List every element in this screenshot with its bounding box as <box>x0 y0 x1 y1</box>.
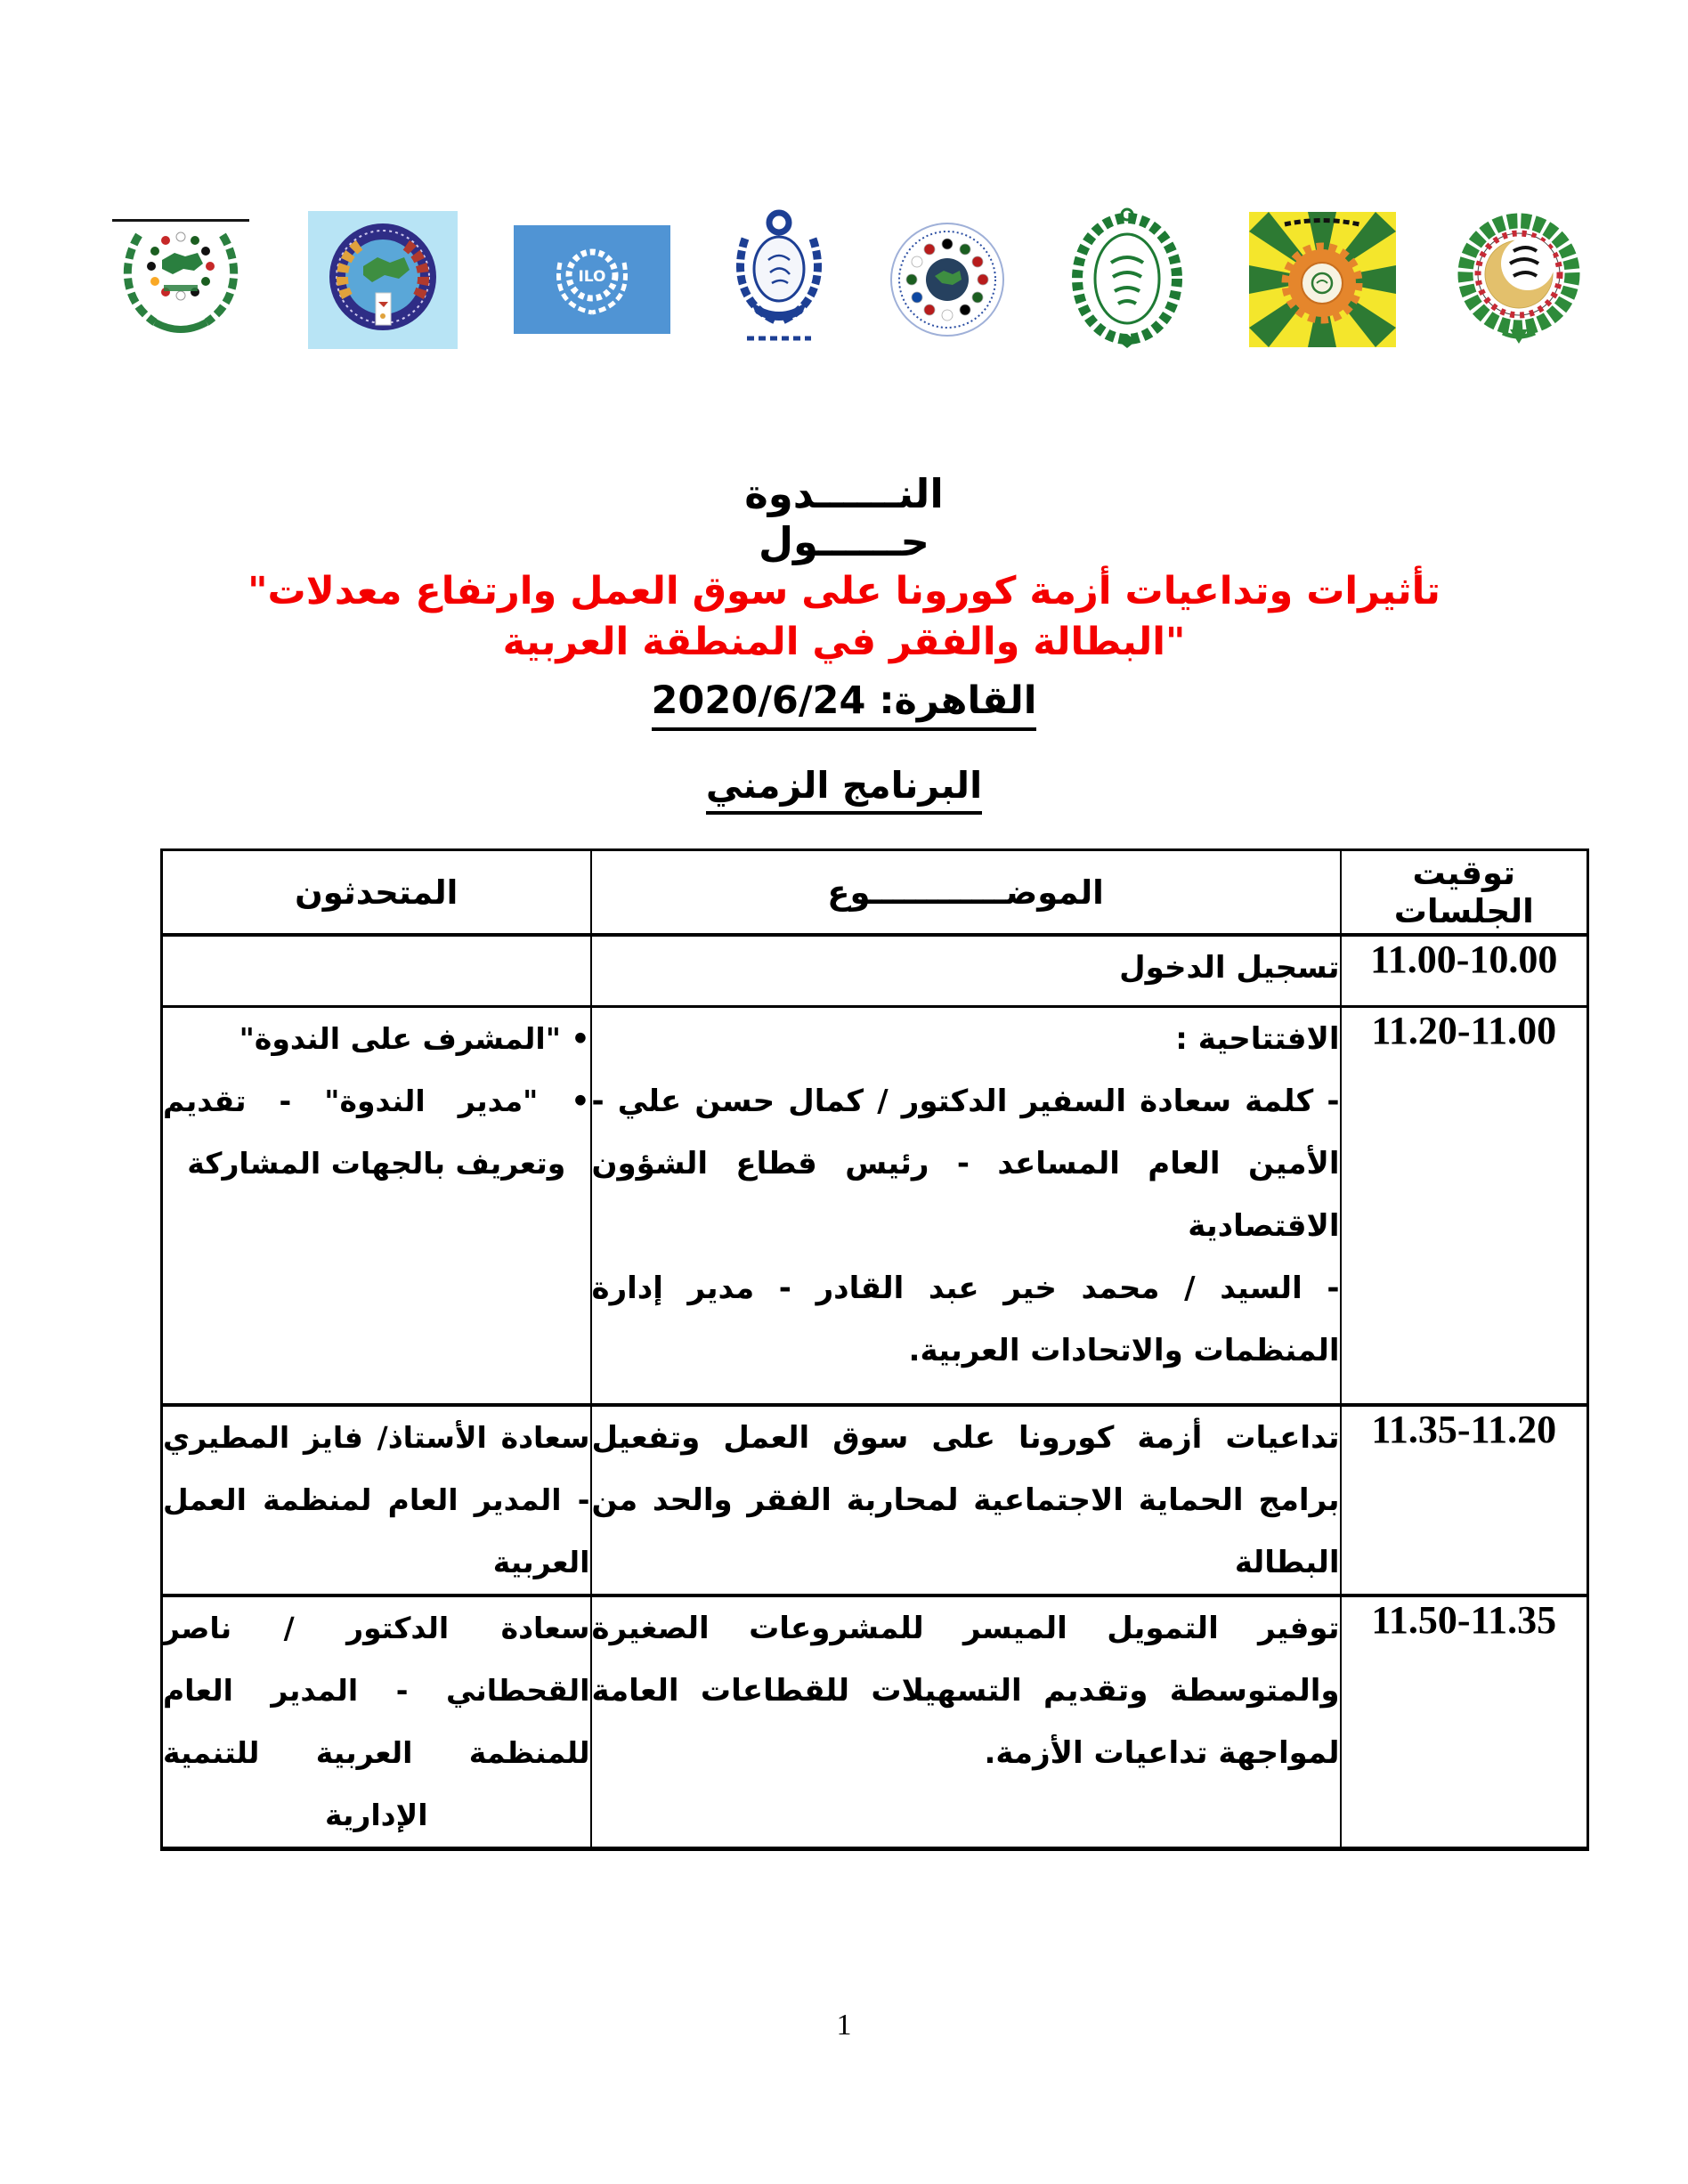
arab-economic-unity-council-logo <box>726 205 832 354</box>
arab-administrative-development-organization-logo <box>1061 207 1193 352</box>
session-topic <box>591 1595 1341 1849</box>
col-header-topic: الموضــــــــــــوع <box>591 850 1341 936</box>
league-of-arab-states-logo <box>1451 205 1587 354</box>
topic-paragraph: - السيد / محمد خير عبد القادر - مدير إدارة المنظمات والاتحادات العربية. <box>591 1270 1340 1368</box>
session-time: 11.50-11.35 <box>1341 1595 1588 1849</box>
program-heading: البرنامج الزمني <box>706 764 982 815</box>
speaker-item: • "مدير الندوة" - تقديم وتعريف بالجهات المشاركة <box>163 1083 590 1181</box>
seminar-title-red-line-2: البطالة والفقر في المنطقة العربية" <box>502 620 1186 664</box>
table-row-opening <box>162 1006 1588 1405</box>
speaker-item: سعادة الدكتور / ناصر القحطاني - المدير العام للمنظمة العربية للتنمية الإدارية <box>163 1611 590 1832</box>
seminar-title-red-line-1: "تأثيرات وتداعيات أزمة كورونا على سوق العمل وارتفاع معدلات <box>248 569 1440 613</box>
arab-women-leaders-union-logo <box>109 217 253 342</box>
arab-experts-confederation-logo <box>889 212 1006 347</box>
logo-strip <box>109 201 1587 358</box>
program-heading-line <box>0 764 1688 807</box>
topic-paragraph: تسجيل الدخول <box>1119 950 1340 986</box>
col-header-session-times: توقيت الجلسات <box>1341 850 1588 936</box>
table-row-covid-labour-session <box>162 1405 1588 1595</box>
session-time: 11.20-11.00 <box>1341 1006 1588 1405</box>
about-heading: حــــــول <box>759 518 929 565</box>
svg-text:ILO: ILO <box>578 268 606 286</box>
page-number: 1 <box>836 2009 852 2042</box>
ilo-flag-logo <box>514 225 670 334</box>
seminar-heading: النــــــدوة <box>744 470 944 517</box>
table-row-registration <box>162 935 1588 1006</box>
topic-paragraph: تداعيات أزمة كورونا على سوق العمل وتفعيل برامج الحماية الاجتماعية لمحاربة الفقر والحد من البطالة <box>591 1420 1340 1580</box>
col-header-speakers: المتحدثون <box>162 850 591 936</box>
arab-labour-organization-flag-logo <box>1249 212 1396 347</box>
location-date: القاهرة: 2020/6/24 <box>652 678 1037 731</box>
session-time: 11.35-11.20 <box>1341 1405 1588 1595</box>
session-topic <box>591 1006 1341 1405</box>
table-header-row <box>162 850 1588 936</box>
session-topic <box>591 935 1341 1006</box>
session-topic <box>591 1405 1341 1595</box>
session-time: 11.00-10.00 <box>1341 935 1588 1006</box>
speaker-item: سعادة الأستاذ/ فايز المطيري - المدير العام لمنظمة العمل العربية <box>163 1420 590 1579</box>
location-date-line <box>0 678 1688 723</box>
schedule-table <box>160 848 1589 1851</box>
session-speakers <box>162 1405 591 1595</box>
topic-paragraph: - كلمة سعادة السفير الدكتور / كمال حسن علي - الأمين العام المساعد - رئيس قطاع الشؤون الاقتصادية <box>591 1083 1340 1244</box>
session-speakers <box>162 1006 591 1405</box>
arab-trade-unions-confederation-logo <box>308 211 458 349</box>
speaker-item: • "المشرف على الندوة" <box>239 1020 590 1056</box>
topic-paragraph: الافتتاحية : <box>1175 1020 1340 1057</box>
session-speakers <box>162 935 591 1006</box>
table-row-financing-session <box>162 1595 1588 1849</box>
session-speakers <box>162 1595 591 1849</box>
title-block <box>0 470 1688 807</box>
topic-paragraph: توفير التمويل الميسر للمشروعات الصغيرة والمتوسطة وتقديم التسهيلات للقطاعات العامة لمواجهة تداعيات الأزمة. <box>591 1611 1340 1771</box>
